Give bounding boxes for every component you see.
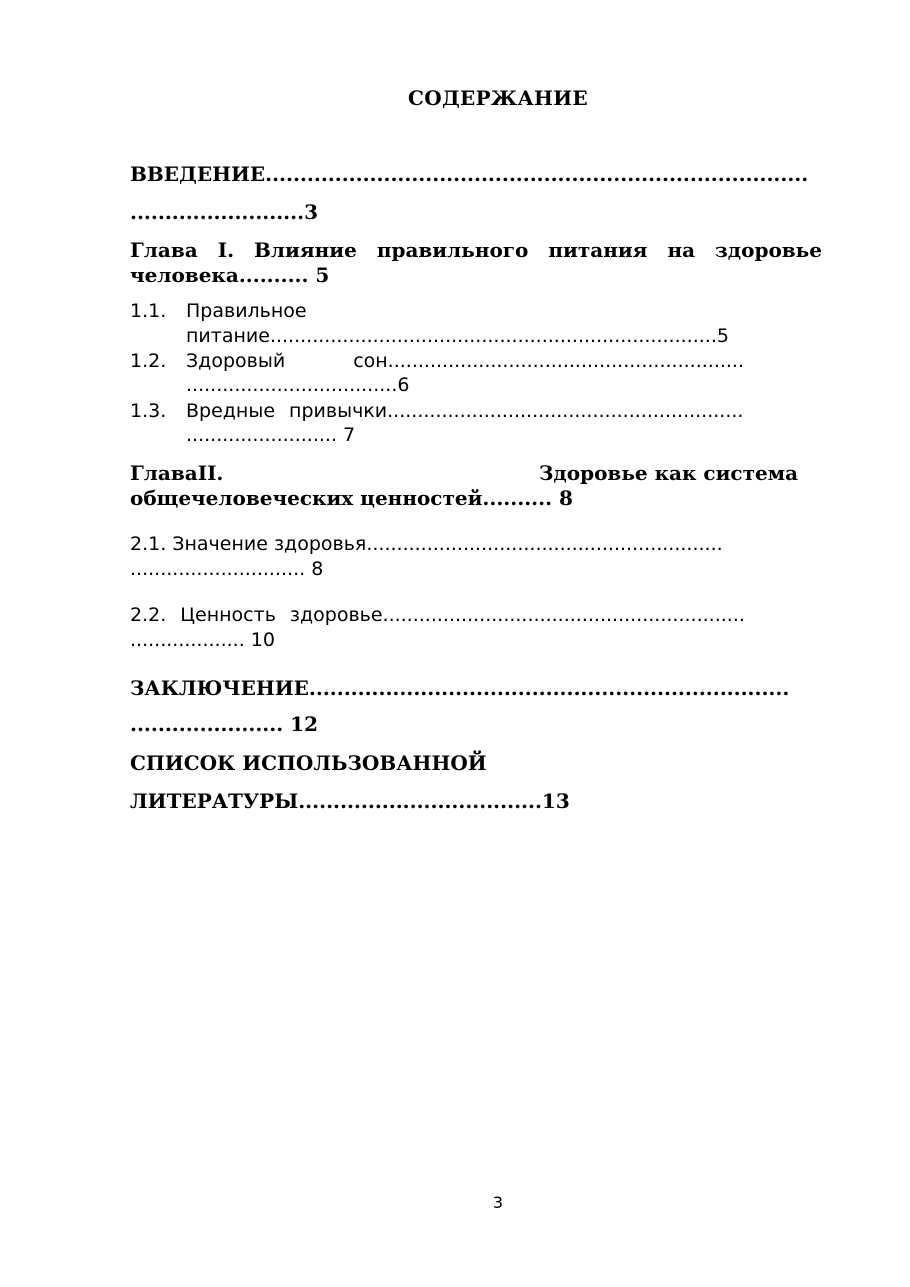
page-number: 3	[492, 1193, 504, 1212]
toc-intro-line1: ВВЕДЕНИЕ..............................................................................	[130, 162, 809, 186]
toc-conclusion-line1: ЗАКЛЮЧЕНИЕ.....................................................................	[130, 676, 790, 700]
toc-section-1-2-line1	[186, 350, 822, 372]
toc-section-2-1-page: 8	[311, 558, 324, 580]
toc-section-2-1-leader: .............................	[130, 558, 312, 580]
toc-section-1-2-title-b: сон...........................................................	[353, 350, 745, 372]
toc-references-line1: СПИСОК ИСПОЛЬЗОВАННОЙ	[130, 751, 487, 775]
toc-chapter1-word: на	[667, 238, 696, 262]
toc-section-1-3-number: 1.3.	[130, 400, 167, 422]
toc-section-1-1-number: 1.1.	[130, 300, 167, 322]
toc-section-1-2-number: 1.2.	[130, 350, 167, 372]
toc-chapter2-line1-b: Здоровье как система	[539, 461, 799, 485]
toc-references-line2: ЛИТЕРАТУРЫ...................................13	[130, 789, 570, 813]
toc-section-1-2-leader: ...................................	[186, 374, 398, 396]
toc-section-2-2-line2: ................... 10	[130, 629, 275, 651]
toc-section-1-2-line2	[186, 374, 409, 396]
toc-section-2-2-title-a: Ценность	[180, 604, 276, 626]
toc-chapter1-word: Влияние	[254, 238, 357, 262]
toc-intro-line2: .........................3	[130, 200, 318, 224]
toc-chapter1-word: Глава	[130, 238, 198, 262]
toc-chapter1-word: здоровье	[715, 238, 822, 262]
toc-section-1-1-leader: питание..........................................................................5	[186, 325, 729, 347]
toc-section-1-3-leader: .........................	[186, 424, 344, 446]
toc-title: СОДЕРЖАНИЕ	[408, 86, 588, 110]
toc-chapter1-line1	[130, 238, 822, 262]
toc-section-2-2-line1	[130, 604, 822, 626]
toc-conclusion-line2: ...................... 12	[130, 712, 318, 736]
toc-section-2-2-number: 2.2.	[130, 604, 167, 626]
toc-section-1-3-page: 7	[343, 424, 356, 446]
toc-section-1-2-title-a: Здоровый	[186, 350, 286, 372]
toc-chapter1-word: I.	[217, 238, 235, 262]
toc-section-1-3-title-a: Вредные	[186, 400, 276, 422]
toc-section-2-1-line1: 2.1. Значение здоровья...........................................................	[130, 533, 723, 555]
toc-section-2-2-title-b: здоровье............................................................	[289, 604, 745, 626]
toc-chapter2-line1-a: ГлаваII.	[130, 461, 224, 485]
toc-section-1-3-line2	[186, 424, 355, 446]
toc-chapter1-line2: человека.......... 5	[130, 263, 330, 287]
toc-section-1-3-line1	[186, 400, 822, 422]
toc-section-1-1-line2	[186, 325, 822, 347]
toc-chapter1-word: правильного	[376, 238, 529, 262]
toc-chapter2-line2: общечеловеческих ценностей.......... 8	[130, 486, 573, 510]
toc-section-1-1-line1: Правильное	[186, 300, 307, 322]
toc-section-1-2-page: 6	[397, 374, 410, 396]
toc-chapter1-word: питания	[548, 238, 648, 262]
toc-section-2-1-line2	[130, 558, 323, 580]
toc-section-1-3-title-b: привычки...........................................................	[289, 400, 744, 422]
